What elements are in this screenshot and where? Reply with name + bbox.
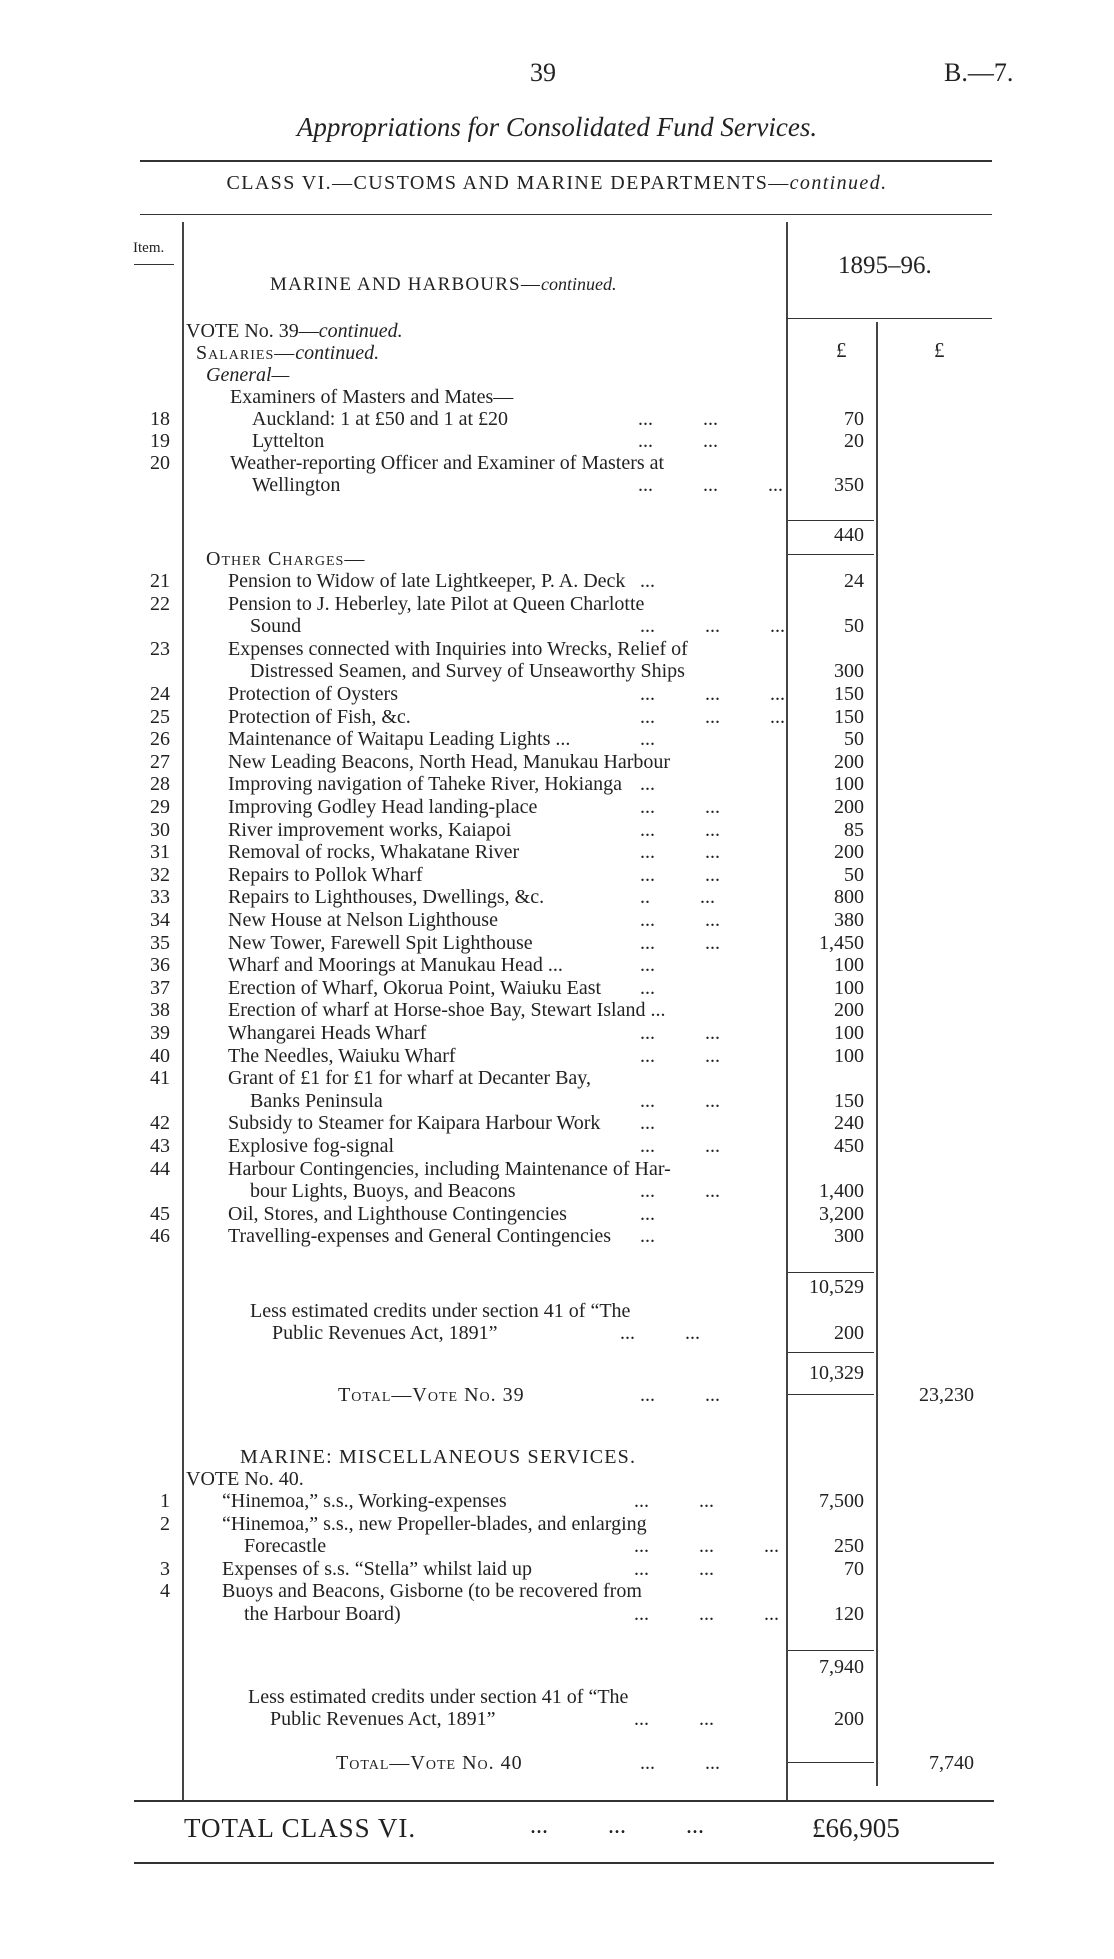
- row-amount: 100: [834, 1022, 864, 1044]
- currency-header-1: £: [836, 338, 847, 362]
- row-amount: 800: [834, 886, 864, 909]
- row-description: Oil, Stores, and Lighthouse Contingencies: [228, 1202, 567, 1225]
- row-dots: ... ... ...: [638, 474, 783, 496]
- row-description-cont: Wellington: [252, 474, 341, 496]
- vote-39-less-credits-line-2: Public Revenues Act, 1891”: [272, 1322, 498, 1344]
- row-description-cont: Forecastle: [244, 1535, 327, 1558]
- row-amount: 50: [844, 615, 864, 638]
- vote-40-total-label: Total—Vote No. 40: [336, 1752, 523, 1774]
- row-amount: 380: [834, 909, 864, 931]
- row-amount: 450: [834, 1135, 864, 1157]
- item-number: 19: [150, 430, 170, 452]
- item-number: 2: [160, 1512, 170, 1535]
- total-class-dots: ... ... ...: [530, 1813, 704, 1839]
- total-class-amount: £66,905: [812, 1813, 900, 1843]
- vote-40-less-credits-line-1: Less estimated credits under section 41 of “The: [248, 1686, 629, 1708]
- item-number: 43: [150, 1135, 170, 1157]
- item-column-divider: [182, 222, 184, 1800]
- other-charges-heading: Other Charges—: [206, 548, 366, 570]
- general-heading: General—: [206, 364, 290, 386]
- vote-40-total-dots: ... ...: [640, 1752, 720, 1774]
- row-amount: 7,500: [819, 1490, 864, 1512]
- amount-column-divider: [786, 222, 788, 1800]
- row-description: River improvement works, Kaiapoi: [228, 818, 512, 841]
- row-description: Expenses connected with Inquiries into Wrecks, Relief of: [228, 637, 688, 660]
- salaries-subtotal: 440: [834, 524, 864, 546]
- row-amount: 50: [844, 863, 864, 886]
- item-number: 31: [150, 841, 170, 864]
- row-dots: ... ...: [640, 818, 720, 841]
- row-dots: ... ... ...: [634, 1603, 779, 1625]
- row-description-cont: Sound: [250, 615, 302, 638]
- item-number: 42: [150, 1112, 170, 1135]
- row-description: Improving navigation of Taheke River, Hokianga: [228, 773, 622, 796]
- row-description: Explosive fog-signal: [228, 1135, 395, 1157]
- item-column-header: Item.: [133, 240, 165, 256]
- item-number: 4: [160, 1580, 170, 1603]
- row-amount: 100: [834, 954, 864, 977]
- row-description: Harbour Contingencies, including Maintenance of Har-: [228, 1157, 671, 1180]
- item-number: 39: [150, 1022, 170, 1044]
- item-number: 44: [150, 1157, 170, 1180]
- row-dots: ...: [640, 773, 655, 796]
- row-description: Maintenance of Waitapu Leading Lights ...: [228, 728, 571, 751]
- row-dots: ... ...: [638, 430, 718, 452]
- row-dots: ... ... ...: [640, 683, 785, 705]
- row-description: Pension to J. Heberley, late Pilot at Queen Charlotte: [228, 592, 645, 615]
- item-number: 3: [160, 1557, 170, 1580]
- salaries-heading: Salaries—continued.: [196, 342, 380, 364]
- charges-subtotal: 10,529: [809, 1276, 864, 1298]
- document-reference: B.—7.: [944, 58, 1014, 87]
- salaries-rule: [788, 520, 874, 521]
- item-number: 46: [150, 1225, 170, 1248]
- item-number: 24: [150, 683, 170, 705]
- row-description: Protection of Oysters: [228, 683, 398, 705]
- row-dots: ... ...: [634, 1557, 714, 1580]
- total-bottom-rule: [134, 1862, 994, 1864]
- vote-39-total-label: Total—Vote No. 39: [338, 1384, 525, 1406]
- row-dots: ... ...: [634, 1490, 714, 1512]
- row-dots: ...: [640, 954, 655, 977]
- vote-40-total-rule: [788, 1762, 874, 1763]
- vote-39-less-amount: 200: [834, 1322, 864, 1344]
- row-description: “Hinemoa,” s.s., Working-expenses: [222, 1490, 507, 1512]
- row-description: Erection of Wharf, Okorua Point, Waiuku East: [228, 976, 602, 999]
- row-amount: 1,450: [819, 931, 864, 954]
- item-number: 20: [150, 452, 170, 474]
- row-amount: 300: [834, 660, 864, 683]
- row-description: “Hinemoa,” s.s., new Propeller-blades, and enlarging: [222, 1512, 647, 1535]
- item-number: 34: [150, 909, 170, 931]
- row-description: Whangarei Heads Wharf: [228, 1022, 427, 1044]
- row-dots: ...: [640, 570, 655, 592]
- row-amount: 200: [834, 841, 864, 864]
- row-description: The Needles, Waiuku Wharf: [228, 1044, 456, 1067]
- row-dots: ... ... ...: [634, 1535, 779, 1558]
- vote-40-heading: VOTE No. 40.: [186, 1468, 304, 1490]
- row-description: New Leading Beacons, North Head, Manukau Harbour: [228, 750, 671, 773]
- vote-40-subtotal-rule: [788, 1650, 874, 1651]
- row-amount: 200: [834, 750, 864, 773]
- row-description: Removal of rocks, Whakatane River: [228, 841, 520, 864]
- item-number: 45: [150, 1202, 170, 1225]
- row-description: Repairs to Pollok Wharf: [228, 863, 423, 886]
- row-description-cont: bour Lights, Buoys, and Beacons: [250, 1180, 516, 1203]
- top-rule: [140, 160, 992, 162]
- row-amount: 70: [844, 408, 864, 430]
- row-description: New House at Nelson Lighthouse: [228, 909, 498, 931]
- row-amount: 150: [834, 683, 864, 705]
- item-number: 28: [150, 773, 170, 796]
- item-header-underline: [134, 264, 174, 265]
- vote-39-total-rule: [788, 1394, 874, 1395]
- vote-39-total-dots: ... ...: [640, 1384, 720, 1406]
- item-number: 35: [150, 931, 170, 954]
- vote-40-total-amount: 7,740: [929, 1752, 974, 1774]
- row-amount: 250: [834, 1535, 864, 1558]
- row-description-cont: the Harbour Board): [244, 1603, 401, 1625]
- vote-39-total-amount: 23,230: [919, 1384, 974, 1406]
- row-dots: ... ... ...: [640, 705, 785, 728]
- row-dots: ... ...: [640, 1089, 720, 1112]
- row-amount: 200: [834, 796, 864, 818]
- row-description: Wharf and Moorings at Manukau Head ...: [228, 954, 563, 977]
- row-dots: ...: [640, 1202, 655, 1225]
- total-top-rule: [134, 1800, 994, 1802]
- row-amount: 120: [834, 1603, 864, 1625]
- subamount-column-divider: [876, 322, 878, 1786]
- row-description: Expenses of s.s. “Stella” whilst laid up: [222, 1557, 532, 1580]
- section-title-marine-harbours: MARINE AND HARBOURS—continued.: [270, 274, 617, 295]
- vote-39-less-dots: ... ...: [620, 1322, 700, 1344]
- item-number: 25: [150, 705, 170, 728]
- row-description: Pension to Widow of late Lightkeeper, P. A. Deck: [228, 570, 626, 592]
- row-dots: ... ...: [640, 1180, 720, 1203]
- page-title: Appropriations for Consolidated Fund Services.: [296, 112, 818, 142]
- row-dots: ... ...: [638, 408, 718, 430]
- item-number: 41: [150, 1067, 170, 1090]
- row-description: Lyttelton: [252, 430, 325, 452]
- row-dots: ... ... ...: [640, 615, 785, 638]
- row-dots: ... ...: [640, 863, 720, 886]
- row-amount: 150: [834, 705, 864, 728]
- charges-rule: [788, 1272, 874, 1273]
- row-description: Buoys and Beacons, Gisborne (to be recovered from: [222, 1580, 642, 1603]
- row-dots: ...: [640, 728, 655, 751]
- row-description: Weather-reporting Officer and Examiner of Masters at: [230, 452, 665, 474]
- row-amount: 85: [844, 818, 864, 841]
- row-amount: 3,200: [819, 1202, 864, 1225]
- item-number: 22: [150, 592, 170, 615]
- item-number: 26: [150, 728, 170, 751]
- row-dots: ...: [640, 1112, 655, 1135]
- row-dots: ... ...: [640, 909, 720, 931]
- row-dots: ... ...: [640, 841, 720, 864]
- row-description: New Tower, Farewell Spit Lighthouse: [228, 931, 533, 954]
- vote-39-net: 10,329: [809, 1362, 864, 1384]
- item-number: 23: [150, 637, 170, 660]
- item-number: 36: [150, 954, 170, 977]
- row-amount: 24: [844, 570, 864, 592]
- row-amount: 300: [834, 1225, 864, 1248]
- row-description: Protection of Fish, &c.: [228, 705, 411, 728]
- vote-40-subtotal: 7,940: [819, 1656, 864, 1678]
- row-dots: ...: [640, 976, 655, 999]
- item-number: 37: [150, 976, 170, 999]
- item-number: 30: [150, 818, 170, 841]
- row-dots: ... ...: [640, 796, 720, 818]
- item-number: 27: [150, 750, 170, 773]
- vote-39-less-credits-line-1: Less estimated credits under section 41 of “The: [250, 1300, 631, 1322]
- row-dots: ...: [640, 1225, 655, 1248]
- row-description: Improving Godley Head landing-place: [228, 796, 538, 818]
- row-amount: 1,400: [819, 1180, 864, 1203]
- row-description-cont: Distressed Seamen, and Survey of Unseaworthy Ships: [250, 660, 685, 683]
- item-number: 29: [150, 796, 170, 818]
- row-amount: 70: [844, 1557, 864, 1580]
- row-amount: 20: [844, 430, 864, 452]
- vote-40-less-credits-line-2: Public Revenues Act, 1891”: [270, 1708, 496, 1730]
- row-description: Auckland: 1 at £50 and 1 at £20: [252, 408, 509, 430]
- class-title: CLASS VI.—CUSTOMS AND MARINE DEPARTMENTS—continued.: [226, 172, 888, 194]
- row-amount: 150: [834, 1089, 864, 1112]
- row-amount: 100: [834, 773, 864, 796]
- vote-40-less-amount: 200: [834, 1708, 864, 1730]
- vote-39-net-rule: [788, 1352, 874, 1353]
- row-description-cont: Banks Peninsula: [250, 1089, 383, 1112]
- item-number: 32: [150, 863, 170, 886]
- item-number: 38: [150, 999, 170, 1022]
- currency-header-2: £: [934, 338, 945, 362]
- row-description: Grant of £1 for £1 for wharf at Decanter Bay,: [228, 1067, 591, 1090]
- row-dots: .. ...: [640, 886, 715, 909]
- page-number: 39: [530, 58, 556, 87]
- row-description: Erection of wharf at Horse-shoe Bay, Stewart Island ...: [228, 999, 666, 1022]
- item-number: 40: [150, 1044, 170, 1067]
- row-dots: ... ...: [640, 1044, 720, 1067]
- salaries-subtotal-rule: [788, 554, 874, 555]
- year-underline: [786, 318, 992, 319]
- row-description: Subsidy to Steamer for Kaipara Harbour Work: [228, 1112, 601, 1135]
- item-number: 18: [150, 408, 170, 430]
- item-number: 33: [150, 886, 170, 909]
- vote-39-heading: VOTE No. 39—continued.: [186, 320, 403, 342]
- row-description: Repairs to Lighthouses, Dwellings, &c.: [228, 886, 545, 909]
- row-dots: ... ...: [640, 1135, 720, 1157]
- row-amount: 200: [834, 999, 864, 1022]
- total-class-label: TOTAL CLASS VI.: [184, 1813, 417, 1843]
- item-number: 21: [150, 570, 170, 592]
- item-number: 1: [160, 1490, 170, 1512]
- row-dots: ... ...: [640, 931, 720, 954]
- year-header: 1895–96.: [838, 252, 932, 279]
- row-amount: 50: [844, 728, 864, 751]
- vote-40-less-dots: ... ...: [634, 1708, 714, 1730]
- row-amount: 240: [834, 1112, 864, 1135]
- examiners-heading: Examiners of Masters and Mates—: [230, 386, 514, 408]
- section-title-marine-misc: MARINE: MISCELLANEOUS SERVICES.: [240, 1446, 637, 1468]
- row-amount: 350: [834, 474, 864, 496]
- row-amount: 100: [834, 1044, 864, 1067]
- row-amount: 100: [834, 976, 864, 999]
- class-rule: [140, 214, 992, 215]
- row-dots: ... ...: [640, 1022, 720, 1044]
- row-description: Travelling-expenses and General Contingencies: [228, 1225, 612, 1248]
